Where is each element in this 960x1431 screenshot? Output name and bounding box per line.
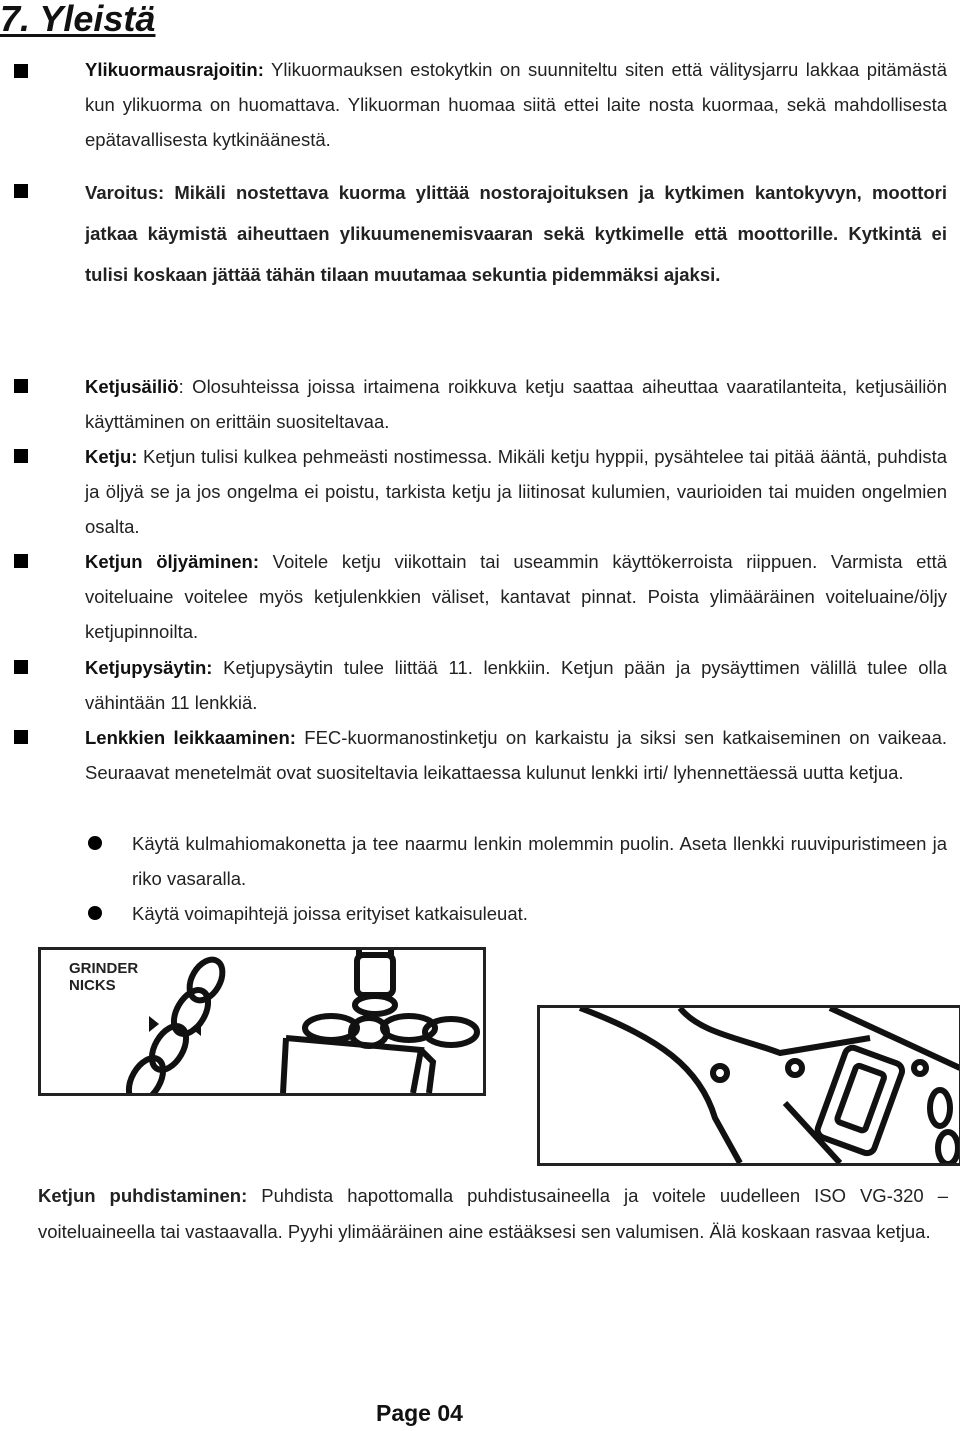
square-bullet-icon — [14, 379, 28, 393]
sub-item-text: Käytä kulmahiomakonetta ja tee naarmu lenkin molemmin puolin. Aseta llenkki ruuvipuristimeen ja riko vasaralla. — [132, 833, 947, 889]
chain-grinder-drawing — [41, 950, 483, 1093]
item-text: Ketjun öljyäminen: Voitele ketju viikottain tai useammin käyttökerroista riippuen. Varmista että voiteluaine voitelee myös ketjulenkkien väliset, kantavat pinnat. Poista ylimääräinen voiteluaine/öljy ketjupinnoilta. — [85, 551, 947, 642]
warning-text: Varoitus: Mikäli nostettava kuorma ylittää nostorajoituksen ja kytkimen kantokyvyn, moottori jatkaa käymistä aiheuttaen ylikuumenemisvaaran sekä kytkimelle että moottorille. Kytkintä ei tulisi koskaan jättää tähän tilaan muutamaa sekuntia pidemmäksi ajaksi. — [85, 182, 947, 285]
cleaning-label: Ketjun puhdistaminen: — [38, 1185, 248, 1206]
item-text: Lenkkien leikkaaminen: FEC-kuormanostinketju on karkaistu ja siksi sen katkaiseminen on vaikeaa. Seuraavat menetelmät ovat suositeltavia leikattaessa kulunut lenkki irti/ lyhennettäessä uutta ketjua. — [85, 727, 947, 783]
square-bullet-icon — [14, 660, 28, 674]
sub-item-text: Käytä voimapihtejä joissa erityiset katkaisuleuat. — [132, 903, 528, 924]
item-label: Ketjupysäytin: — [85, 657, 213, 678]
chain-cleaning-paragraph: Ketjun puhdistaminen: Puhdista hapottomalla puhdistusaineella ja voitele uudelleen ISO VG-320 –voiteluaineella tai vastaavalla. Pyyhi ylimääräinen aine estääksesi sen valumisen. Älä koskaan rasvaa ketjua. — [38, 1185, 948, 1242]
page-number: Page 04 — [376, 1400, 463, 1426]
round-bullet-icon — [88, 836, 102, 850]
square-bullet-icon — [14, 184, 28, 198]
square-bullet-icon — [14, 64, 28, 78]
item-label: Lenkkien leikkaaminen: — [85, 727, 296, 748]
bolt-cutter-figure — [537, 1005, 960, 1166]
bolt-cutter-drawing — [540, 1008, 959, 1163]
item-text: Ketjupysäytin: Ketjupysäytin tulee liittää 11. lenkkiin. Ketjun pään ja pysäyttimen välillä tulee olla vähintään 11 lenkkiä. — [85, 657, 947, 713]
item-label: Ketju: — [85, 446, 138, 467]
item-text: Ketju: Ketjun tulisi kulkea pehmeästi nostimessa. Mikäli ketju hyppii, pysähtelee tai pitää ääntä, puhdista ja öljyä se ja jos ongelma ei poistu, tarkista ketju ja liitinosat kulumien, vaurioiden tai muiden ongelmien osalta. — [85, 446, 947, 537]
item-label: Ketjun öljyäminen: — [85, 551, 259, 572]
item-label: Ketjusäiliö — [85, 376, 179, 397]
figure-label: GRINDER NICKS — [69, 960, 139, 994]
page-title: 7. Yleistä — [0, 0, 156, 39]
round-bullet-icon — [88, 906, 102, 920]
square-bullet-icon — [14, 554, 28, 568]
item-label: Ylikuormausrajoitin: — [85, 59, 264, 80]
item-text: Ketjusäiliö: Olosuhteissa joissa irtaimena roikkuva ketju saattaa aiheuttaa vaaratilanteita, ketjusäiliön käyttäminen on erittäin suositeltavaa. — [85, 376, 947, 432]
square-bullet-icon — [14, 449, 28, 463]
square-bullet-icon — [14, 730, 28, 744]
grinder-nicks-figure — [38, 947, 486, 1096]
item-text: Ylikuormausrajoitin: Ylikuormauksen estokytkin on suunniteltu siten että välitysjarru lakkaa pitämästä kun ylikuorma on huomattava. Ylikuorman huomaa siitä ettei laite nosta kuormaa, sekä mahdollisesta epätavallisesta kytkinäänestä. — [85, 59, 947, 150]
